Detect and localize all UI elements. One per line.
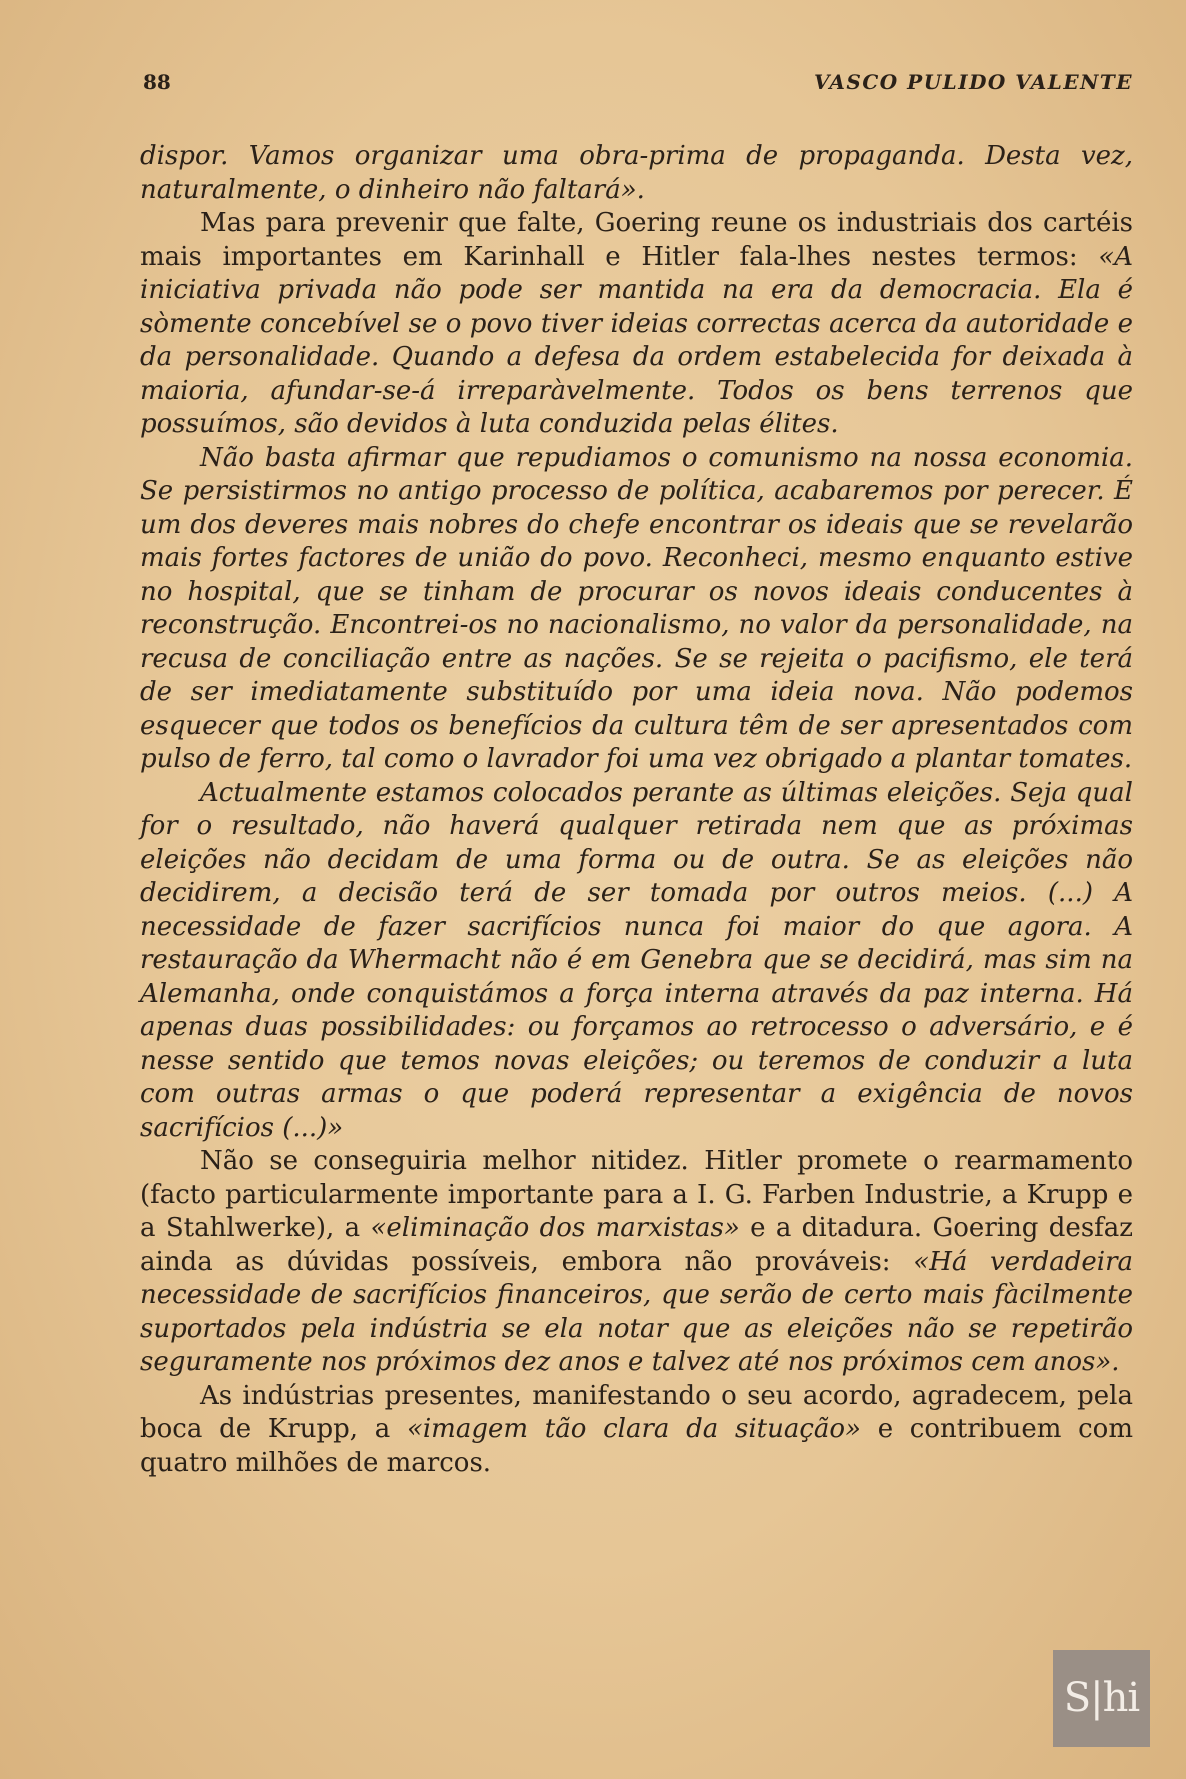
page-number: 88 bbox=[143, 70, 171, 94]
quoted-text: Actualmente estamos colocados perante as últimas eleições. Seja qual for o resultado, não haverá qualquer retirada nem que as próximas eleições não decidam de uma forma ou de outra. Se as eleições não decidirem, a decisão terá de ser tomada por outros meios. (...) A necessidade de fazer sacrifícios nunca foi maior do que agora. A restauração da Whermacht não é em Genebra que se decidirá, mas sim na Alemanha, onde conquistámos a força interna através da paz interna. Há apenas duas possibilidades: ou forçamos ao retrocesso o adversário, e é nesse sentido que temos novas eleições; ou teremos de conduzir a luta com outras armas o que poderá representar a exigência de novos sacrifícios (...)» bbox=[140, 777, 1133, 1143]
paragraph bbox=[140, 207, 1133, 442]
text-run: As indústrias presentes, manifestando o seu acordo, agradecem, pela boca de Krupp, a bbox=[140, 1380, 1133, 1444]
quoted-text: dispor. Vamos organizar uma obra-prima de propaganda. Desta vez, naturalmente, o dinheiro não faltará». bbox=[140, 141, 1133, 205]
paragraph bbox=[140, 777, 1133, 1146]
text-run: e a ditadura. Goering desfaz ainda as dúvidas possíveis, embora não prováveis: bbox=[140, 1213, 1133, 1277]
page-header bbox=[143, 70, 1133, 100]
paragraph bbox=[140, 442, 1133, 777]
paragraph bbox=[140, 140, 1133, 207]
text-run: Mas para prevenir que falte, Goering reune os industriais dos cartéis mais importantes em Karinhall e Hitler fala-lhes nestes termos: bbox=[140, 208, 1133, 272]
text-run: e contribuem com quatro milhões de marcos. bbox=[140, 1414, 1133, 1478]
quoted-text: «imagem tão clara da situação» bbox=[406, 1414, 861, 1444]
text-run: Não se conseguiria melhor nitidez. Hitler promete o rearmamento (facto particularmente importante para a I. G. Farben Industrie, a Krupp e a Stahlwerke), a bbox=[140, 1146, 1133, 1243]
paragraph bbox=[140, 1380, 1133, 1481]
quoted-text: «Há verdadeira necessidade de sacrifícios financeiros, que serão de certo mais fàcilmente suportados pela indústria se ela notar que as eleições não se repetirão seguramente nos próximos dez anos e talvez até nos próximos cem anos». bbox=[140, 1246, 1133, 1377]
running-title: VASCO PULIDO VALENTE bbox=[813, 70, 1133, 94]
watermark-logo: S|hi bbox=[1053, 1650, 1150, 1747]
quoted-text: «A iniciativa privada não pode ser mantida na era da democracia. Ela é sòmente concebível se o povo tiver ideias correctas acerca da autoridade e da personalidade. Quando a defesa da ordem estabelecida for deixada à maioria, afundar-se-á irreparàvelmente. Todos os bens terrenos que possuímos, são devidos à luta conduzida pelas élites. bbox=[140, 241, 1133, 439]
quoted-text: Não basta afirmar que repudiamos o comunismo na nossa economia. Se persistirmos no antigo processo de política, acabaremos por perecer. É um dos deveres mais nobres do chefe encontrar os ideais que se revelarão mais fortes factores de união do povo. Reconheci, mesmo enquanto estive no hospital, que se tinham de procurar os novos ideais conducentes à reconstrução. Encontrei-os no nacionalismo, no valor da personalidade, na recusa de conciliação entre as nações. Se se rejeita o pacifismo, ele terá de ser imediatamente substituído por uma ideia nova. Não podemos esquecer que todos os benefícios da cultura têm de ser apresentados com pulso de ferro, tal como o lavrador foi uma vez obrigado a plantar tomates. bbox=[140, 442, 1133, 774]
body-text bbox=[140, 140, 1133, 1480]
quoted-text: «eliminação dos marxistas» bbox=[370, 1213, 740, 1243]
paragraph bbox=[140, 1145, 1133, 1380]
